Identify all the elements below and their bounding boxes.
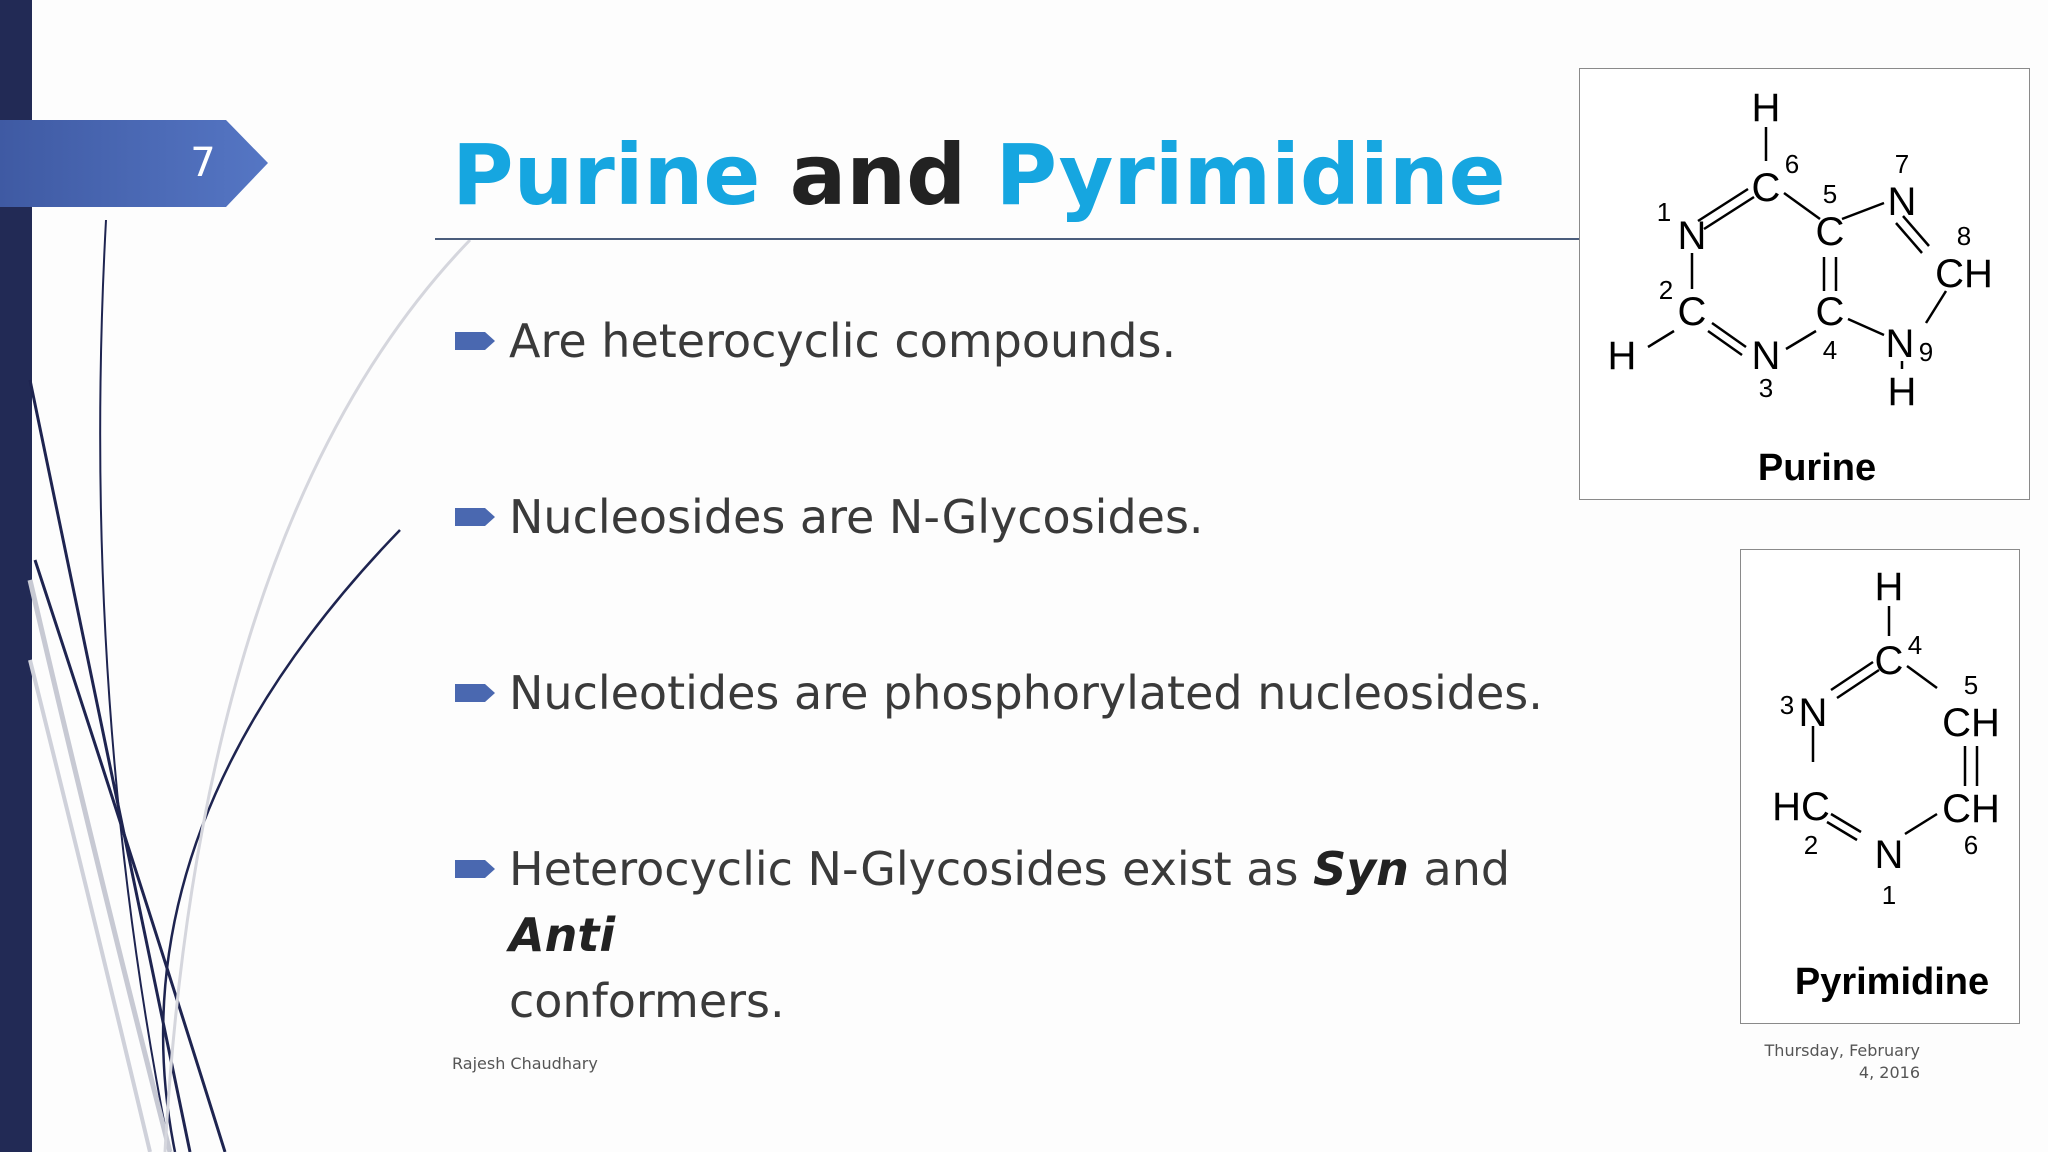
svg-text:3: 3 xyxy=(1758,373,1774,403)
pyrimidine-n1: N xyxy=(1874,833,1904,877)
svg-text:2: 2 xyxy=(1803,830,1819,860)
pyrimidine-c4: C xyxy=(1874,639,1904,683)
purine-c6: C xyxy=(1751,166,1781,210)
bullet-item xyxy=(455,308,1585,374)
svg-text:5: 5 xyxy=(1822,179,1838,209)
svg-text:7: 7 xyxy=(1894,149,1910,179)
title-pyrimidine: Pyrimidine xyxy=(995,126,1506,224)
svg-text:3: 3 xyxy=(1779,690,1795,720)
purine-structure-diagram xyxy=(1580,69,2029,499)
svg-text:1: 1 xyxy=(1656,197,1672,227)
pyrimidine-structure-diagram xyxy=(1741,550,2019,1023)
bullet-item xyxy=(455,836,1585,1034)
svg-text:4: 4 xyxy=(1822,335,1838,365)
pyrimidine-structure-figure xyxy=(1740,549,2020,1024)
slide-number-tab xyxy=(0,120,270,207)
pyrimidine-caption: Pyrimidine xyxy=(1794,961,1990,1003)
bullet-item xyxy=(455,484,1585,550)
bullet-text: Nucleosides are N-Glycosides. xyxy=(509,490,1204,544)
purine-n3: N xyxy=(1751,334,1781,378)
svg-text:6: 6 xyxy=(1784,149,1800,179)
purine-c4: C xyxy=(1815,290,1845,334)
pyrimidine-hc2: HC xyxy=(1772,785,1830,829)
arrow-bullet-icon xyxy=(455,857,497,881)
slide-title xyxy=(452,120,1506,230)
purine-c5: C xyxy=(1815,210,1845,254)
purine-n1: N xyxy=(1677,214,1707,258)
bullet-text: Are heterocyclic compounds. xyxy=(509,314,1177,368)
slide-number: 7 xyxy=(190,140,216,186)
bullet-text: Nucleotides are phosphorylated nucleosides. xyxy=(509,666,1543,720)
title-and: and xyxy=(789,126,967,224)
purine-h-bottom: H xyxy=(1887,370,1917,414)
arrow-bullet-icon xyxy=(455,681,497,705)
svg-text:4: 4 xyxy=(1907,630,1923,660)
pyrimidine-n3: N xyxy=(1798,691,1828,735)
purine-h-top: H xyxy=(1751,86,1781,130)
purine-n9: N xyxy=(1885,322,1915,366)
pyrimidine-ch5: CH xyxy=(1942,701,2000,745)
syn-emphasis: Syn xyxy=(1313,842,1409,896)
title-underline xyxy=(435,238,1580,240)
svg-text:1: 1 xyxy=(1881,880,1897,910)
svg-text:9: 9 xyxy=(1918,337,1934,367)
purine-ch8: CH xyxy=(1935,252,1993,296)
svg-text:5: 5 xyxy=(1963,670,1979,700)
purine-n7: N xyxy=(1887,180,1917,224)
purine-structure-figure xyxy=(1579,68,2030,500)
svg-text:8: 8 xyxy=(1956,221,1972,251)
bullet-text: Heterocyclic N-Glycosides exist as Syn and Anti conformers. xyxy=(509,842,1511,1028)
svg-text:6: 6 xyxy=(1963,830,1979,860)
title-purine: Purine xyxy=(452,126,761,224)
arrow-bullet-icon xyxy=(455,505,497,529)
pyrimidine-ch6: CH xyxy=(1942,787,2000,831)
arrow-bullet-icon xyxy=(455,329,497,353)
purine-caption: Purine xyxy=(1757,447,1877,489)
svg-text:2: 2 xyxy=(1658,275,1674,305)
footer-author: Rajesh Chaudhary xyxy=(452,1054,598,1073)
footer-date: Thursday, February 4, 2016 xyxy=(1764,1041,1920,1082)
pyrimidine-h-top: H xyxy=(1874,565,1904,609)
purine-c2: C xyxy=(1677,290,1707,334)
anti-emphasis: Anti xyxy=(509,908,616,962)
purine-h-left: H xyxy=(1607,334,1637,378)
bullet-item xyxy=(455,660,1585,726)
